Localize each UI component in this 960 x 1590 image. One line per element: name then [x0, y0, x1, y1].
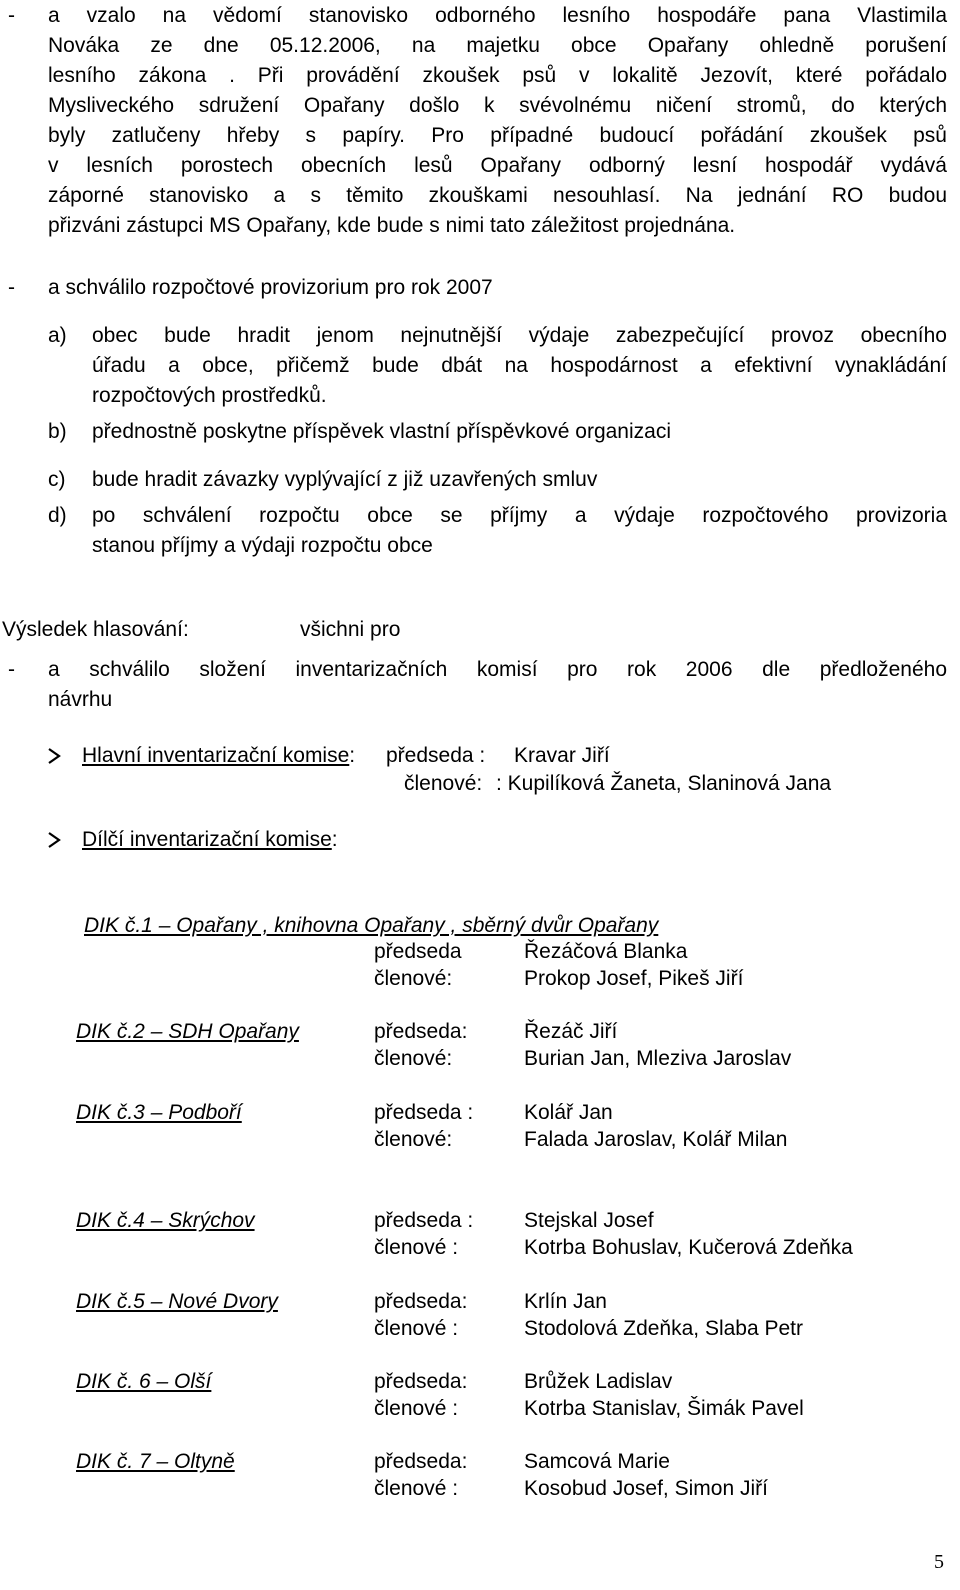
dik-members-label: členové:	[374, 967, 453, 990]
dik-title: DIK č.2 – SDH Opařany	[76, 1020, 299, 1043]
para1-line: Nováka ze dne 05.12.2006, na majetku obce Opařany ohledně porušení	[48, 34, 947, 57]
dik-members-names: Kotrba Stanislav, Šimák Pavel	[524, 1397, 804, 1420]
partial-commission-title: Dílčí inventarizační komise	[82, 828, 332, 851]
arrow-bullet-icon	[46, 831, 64, 849]
dik-chair-label: předseda:	[374, 1290, 468, 1313]
dik-members-names: Burian Jan, Mleziva Jaroslav	[524, 1047, 792, 1070]
para1-line: přizváni zástupci MS Opařany, kde bude s nimi tato záležitost projednána.	[48, 214, 736, 237]
item-line: stanou příjmy a výdaji rozpočtu obce	[92, 534, 433, 557]
main-members-names: : Kupilíková Žaneta, Slaninová Jana	[496, 772, 832, 795]
item-letter: d)	[48, 504, 67, 527]
para1-line: a vzalo na vědomí stanovisko odborného lesního hospodáře pana Vlastimila	[48, 4, 947, 27]
para3-dash: -	[8, 658, 15, 681]
dik-title: DIK č. 6 – Olší	[76, 1370, 212, 1393]
dik-title: DIK č.3 – Podboří	[76, 1101, 242, 1124]
item-line: bude hradit závazky vyplývající z již uzavřených smluv	[92, 468, 598, 491]
vote-label: Výsledek hlasování:	[2, 618, 189, 641]
para2-dash: -	[8, 276, 15, 299]
main-commission-title: Hlavní inventarizační komise	[82, 744, 350, 767]
dik-members-label: členové :	[374, 1317, 459, 1340]
dik-members-label: členové :	[374, 1236, 459, 1259]
dik-chair-label: předseda	[374, 940, 462, 963]
item-letter: c)	[48, 468, 66, 491]
dik-chair-label: předseda :	[374, 1101, 474, 1124]
item-letter: b)	[48, 420, 67, 443]
para1-line: byly zatlučeny hřeby s papíry. Pro případné budoucí pořádání zkoušek psů	[48, 124, 947, 147]
main-commission-colon: :	[349, 744, 356, 767]
para1-line: záporné stanovisko a s těmito zkouškami nesouhlasí. Na jednání RO budou	[48, 184, 947, 207]
page-number: 5	[934, 1551, 944, 1573]
dik-chair-label: předseda :	[374, 1209, 474, 1232]
main-chair-name: Kravar Jiří	[514, 744, 610, 767]
dik-title: DIK č.4 – Skrýchov	[76, 1209, 255, 1232]
dik-members-label: členové:	[374, 1047, 453, 1070]
para3-line: návrhu	[48, 688, 113, 711]
dik-members-names: Kosobud Josef, Simon Jiří	[524, 1477, 768, 1500]
dik-members-names: Falada Jaroslav, Kolář Milan	[524, 1128, 788, 1151]
dik-members-names: Stodolová Zdeňka, Slaba Petr	[524, 1317, 804, 1340]
vote-value: všichni pro	[300, 618, 401, 641]
main-members-label: členové:	[404, 772, 483, 795]
dik-members-label: členové :	[374, 1477, 459, 1500]
item-line: obec bude hradit jenom nejnutnější výdaje zabezpečující provoz obecního	[92, 324, 947, 347]
item-letter: a)	[48, 324, 67, 347]
dik-chair-name: Krlín Jan	[524, 1290, 607, 1313]
dik-members-label: členové:	[374, 1128, 453, 1151]
dik-chair-name: Řezáč Jiří	[524, 1020, 618, 1043]
dik-title: DIK č.5 – Nové Dvory	[76, 1290, 278, 1313]
arrow-bullet-icon	[46, 747, 64, 765]
partial-commission-heading	[82, 828, 338, 852]
dik-title: DIK č. 7 – Oltyně	[76, 1450, 235, 1473]
dik-members-names: Kotrba Bohuslav, Kučerová Zdeňka	[524, 1236, 853, 1259]
dik-title: DIK č.1 – Opařany , knihovna Opařany , sběrný dvůr Opařany	[84, 914, 659, 937]
main-commission-heading	[82, 744, 355, 768]
dik-chair-name: Samcová Marie	[524, 1450, 670, 1473]
item-line: rozpočtových prostředků.	[92, 384, 327, 407]
item-line: přednostně poskytne příspěvek vlastní příspěvkové organizaci	[92, 420, 671, 443]
dik-members-names: Prokop Josef, Pikeš Jiří	[524, 967, 744, 990]
para1-line: v lesních porostech obecních lesů Opařany odborný lesní hospodář vydává	[48, 154, 947, 177]
dik-chair-name: Brůžek Ladislav	[524, 1370, 673, 1393]
dik-chair-name: Řezáčová Blanka	[524, 940, 688, 963]
dik-members-label: členové :	[374, 1397, 459, 1420]
para3-line: a schválilo složení inventarizačních komisí pro rok 2006 dle předloženého	[48, 658, 947, 681]
para1-dash: -	[8, 4, 15, 27]
main-chair-label: předseda :	[386, 744, 486, 767]
dik-chair-label: předseda:	[374, 1020, 468, 1043]
dik-chair-label: předseda:	[374, 1450, 468, 1473]
para2-text: a schválilo rozpočtové provizorium pro rok 2007	[48, 276, 493, 299]
item-line: po schválení rozpočtu obce se příjmy a výdaje rozpočtového provizoria	[92, 504, 947, 527]
para1-line: Mysliveckého sdružení Opařany došlo k svévolnému ničení stromů, do kterých	[48, 94, 947, 117]
para1-line: lesního zákona . Při provádění zkoušek psů v lokalitě Jezovít, které pořádalo	[48, 64, 947, 87]
dik-chair-name: Stejskal Josef	[524, 1209, 654, 1232]
dik-chair-label: předseda:	[374, 1370, 468, 1393]
dik-chair-name: Kolář Jan	[524, 1101, 613, 1124]
partial-commission-colon: :	[331, 828, 338, 851]
item-line: úřadu a obce, přičemž bude dbát na hospodárnost a efektivní vynakládání	[92, 354, 947, 377]
